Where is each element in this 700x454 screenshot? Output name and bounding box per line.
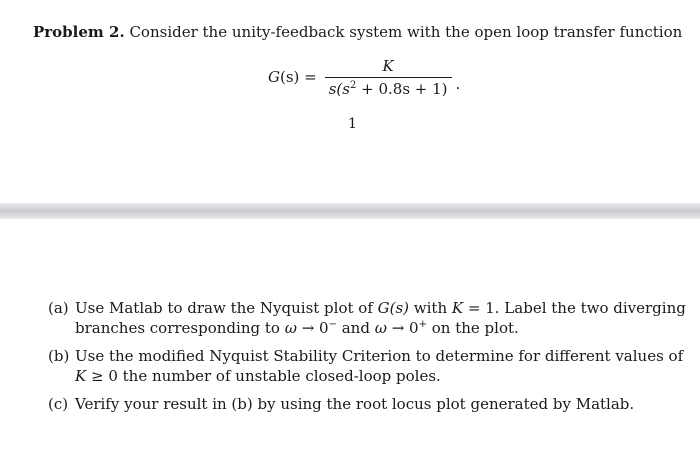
- math-run: ω: [374, 319, 387, 337]
- problem-number: Problem 2.: [33, 23, 125, 41]
- math-run: K: [451, 299, 464, 317]
- page-number: 1: [348, 116, 357, 132]
- superscript: −: [328, 319, 337, 330]
- equation-numerator: K: [382, 56, 394, 75]
- math-run: G(s): [377, 299, 410, 317]
- equation-period: .: [455, 75, 461, 93]
- superscript: +: [418, 319, 427, 330]
- text-run: and: [336, 319, 375, 337]
- problem-heading: [33, 22, 683, 42]
- equation-lhs: [268, 68, 317, 86]
- math-run: K: [75, 367, 87, 385]
- part-a: [48, 298, 688, 338]
- equation-fraction: [325, 57, 452, 98]
- denominator-exponent: 2: [349, 79, 357, 91]
- text-run: with: [409, 299, 452, 317]
- denominator-pre: s(s: [328, 79, 350, 98]
- part-label: (b): [48, 347, 70, 365]
- text-run: on the plot.: [427, 319, 519, 337]
- text-run: → 0: [386, 319, 419, 337]
- text-run: → 0: [296, 319, 329, 337]
- text-run: = 1. Label the two diverging branches corresponding to: [75, 299, 686, 337]
- text-run: Use Matlab to draw the Nyquist plot of: [75, 299, 378, 317]
- part-text: [75, 298, 688, 338]
- denominator-post: + 0.8s + 1): [356, 79, 448, 98]
- equation-denominator: [325, 77, 452, 98]
- page-separator: [0, 203, 700, 219]
- transfer-function-equation: [268, 55, 460, 99]
- part-text: [75, 346, 688, 386]
- text-run: Verify your result in (b) by using the root locus plot generated by Matlab.: [75, 395, 635, 413]
- part-b: [48, 346, 688, 386]
- part-label: (c): [48, 395, 69, 413]
- lhs-function: G: [268, 68, 280, 86]
- text-run: Use the modified Nyquist Stability Criterion to determine for different values of: [75, 347, 684, 365]
- part-label: (a): [48, 299, 69, 317]
- text-run: ≥ 0 the number of unstable closed-loop poles.: [86, 367, 441, 385]
- problem-statement: Consider the unity-feedback system with the open loop transfer function: [129, 23, 683, 41]
- part-text: [75, 394, 688, 414]
- part-c: [48, 394, 688, 414]
- math-run: ω: [284, 319, 297, 337]
- lhs-variable: (s) =: [279, 68, 317, 86]
- problem-parts: [48, 298, 688, 422]
